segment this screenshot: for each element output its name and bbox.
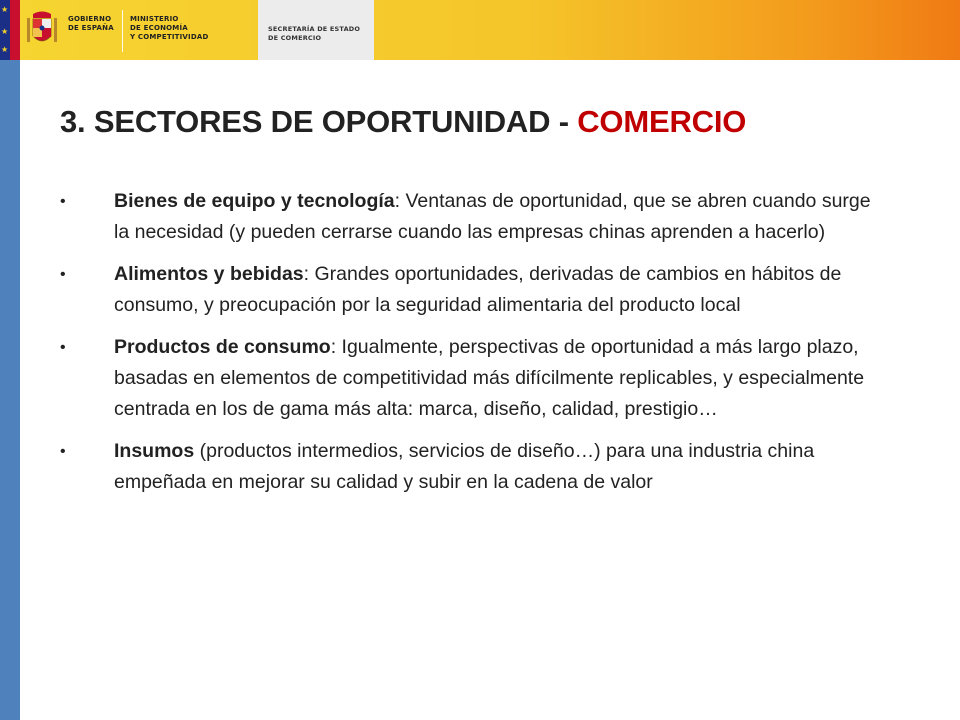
bullet-dot-icon: •	[60, 266, 66, 283]
bullet-term: Bienes de equipo y tecnología	[114, 190, 395, 212]
bullet-term: Insumos	[114, 440, 195, 462]
bullet-text: (productos intermedios, servicios de diseño…) para una industria china empeñada en mejorar su calidad y subir en la cadena de valor	[114, 440, 815, 493]
bullet-dot-icon: •	[60, 193, 66, 210]
bullet-item	[60, 259, 890, 321]
star-icon: ★	[1, 45, 9, 54]
bullet-text: : Ventanas de oportunidad, que se abren cuando surge la necesidad (y pueden cerrarse cuando las empresas chinas aprenden a hacerlo)	[114, 190, 871, 243]
ministry-label: MINISTERIO DE ECONOMÍA Y COMPETITIVIDAD	[130, 15, 209, 41]
spain-flag-stripe	[10, 0, 20, 60]
bullet-item	[60, 186, 890, 248]
title-accent: COMERCIO	[577, 104, 747, 139]
star-icon: ★	[1, 5, 9, 14]
bullet-item	[60, 332, 890, 425]
title-main: 3. SECTORES DE OPORTUNIDAD -	[60, 104, 578, 139]
bullet-text: : Grandes oportunidades, derivadas de cambios en hábitos de consumo, y preocupación por la seguridad alimentaria del producto local	[114, 263, 842, 316]
bullet-item	[60, 436, 890, 498]
bullet-dot-icon: •	[60, 339, 66, 356]
bullet-term: Alimentos y bebidas	[114, 263, 304, 285]
coat-of-arms-icon	[24, 10, 60, 50]
star-icon: ★	[1, 27, 9, 36]
slide-title	[60, 104, 746, 140]
bullet-term: Productos de consumo	[114, 336, 331, 358]
bullet-text: : Igualmente, perspectivas de oportunidad a más largo plazo, basadas en elementos de competitividad más difícilmente replicables, y especialmente centrada en los de gama más alta: marca, diseño, calidad, prestigio…	[114, 336, 865, 420]
side-accent-bar	[0, 60, 20, 720]
government-label: GOBIERNO DE ESPAÑA	[68, 15, 114, 32]
secretariat-label: SECRETARÍA DE ESTADO DE COMERCIO	[268, 25, 361, 42]
header-banner	[0, 0, 960, 60]
eu-flag-stripe	[0, 0, 10, 60]
header-divider	[122, 10, 123, 52]
bullet-dot-icon: •	[60, 443, 66, 460]
bullet-list	[60, 186, 890, 509]
